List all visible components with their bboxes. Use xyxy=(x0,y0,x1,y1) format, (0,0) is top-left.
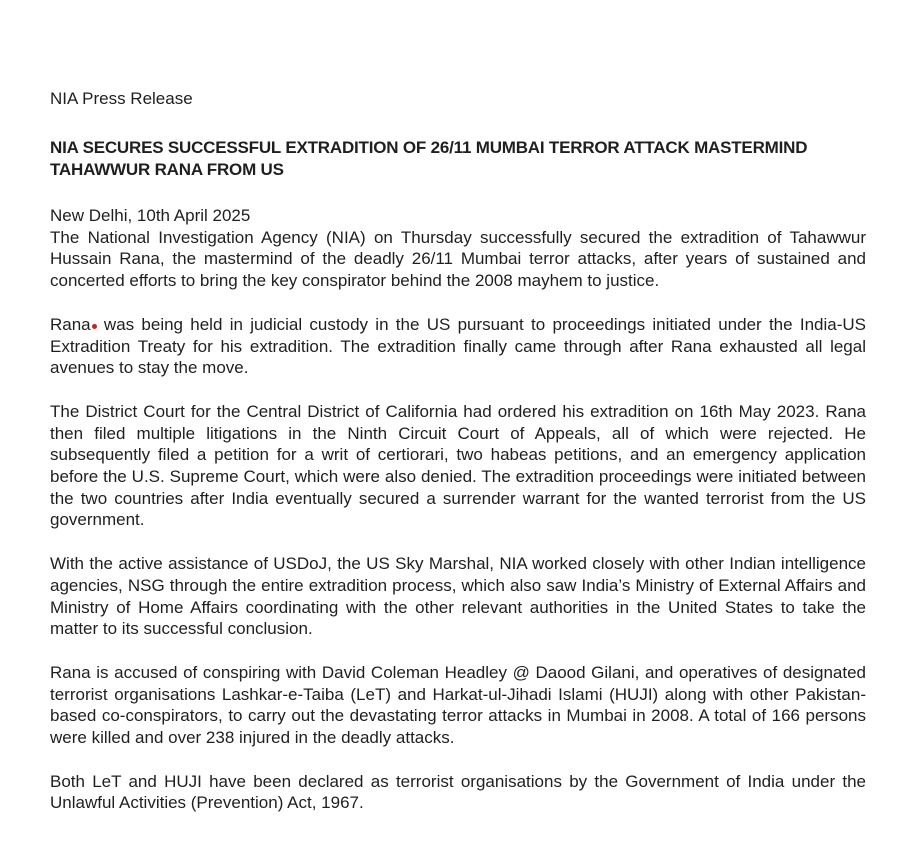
dateline: New Delhi, 10th April 2025 xyxy=(50,206,251,225)
headline-line-2: TAHAWWUR RANA FROM US xyxy=(50,160,284,179)
paragraph-5: Rana is accused of conspiring with David Coleman Headley @ Daood Gilani, and operatives of designated terrorist organisations Lashkar-e-Taiba (LeT) and Harkat-ul-Jihadi Islami (HUJI) along with other Pakistan-based co-conspirators, to carry out the devastating terror attacks in Mumbai in 2008. A total of 166 persons were killed and over 238 injured in the deadly attacks. xyxy=(50,662,866,748)
paragraph-2-rest: was being held in judicial custody in the US pursuant to proceedings initiated under the India-US Extradition Treaty for his extradition. The extradition finally came through after Rana exhausted all legal avenues to stay the move. xyxy=(50,314,866,378)
paragraph-2-lead: Rana xyxy=(50,314,91,334)
paragraph-6: Both LeT and HUJI have been declared as terrorist organisations by the Government of India under the Unlawful Activities (Prevention) Act, 1967. xyxy=(50,771,866,813)
intro-block xyxy=(50,205,866,292)
paragraph-4: With the active assistance of USDoJ, the US Sky Marshal, NIA worked closely with other Indian intelligence agencies, NSG through the entire extradition process, which also saw India’s Ministry of External Affairs and Ministry of Home Affairs coordinating with the other relevant authorities in the United States to take the matter to its successful conclusion. xyxy=(50,554,866,639)
document-kicker: NIA Press Release xyxy=(50,89,193,108)
headline-line-1: NIA SECURES SUCCESSFUL EXTRADITION OF 26/11 MUMBAI TERROR ATTACK MASTERMIND xyxy=(50,138,808,157)
paragraph-2 xyxy=(50,314,866,379)
headline xyxy=(50,137,866,181)
paragraph-1: The National Investigation Agency (NIA) on Thursday successfully secured the extradition of Tahawwur Hussain Rana, the mastermind of the deadly 26/11 Mumbai terror attacks, after years of sustained and concerted efforts to bring the key conspirator behind the 2008 mayhem to justice. xyxy=(50,227,866,291)
paragraph-3: The District Court for the Central District of California had ordered his extradition on 16th May 2023. Rana then filed multiple litigations in the Ninth Circuit Court of Appeals, all of which were rejected. He subsequently filed a petition for a writ of certiorari, two habeas petitions, and an emergency application before the U.S. Supreme Court, which were also denied. The extradition proceedings were initiated between the two countries after India eventually secured a surrender warrant for the wanted terrorist from the US government. xyxy=(50,401,866,530)
